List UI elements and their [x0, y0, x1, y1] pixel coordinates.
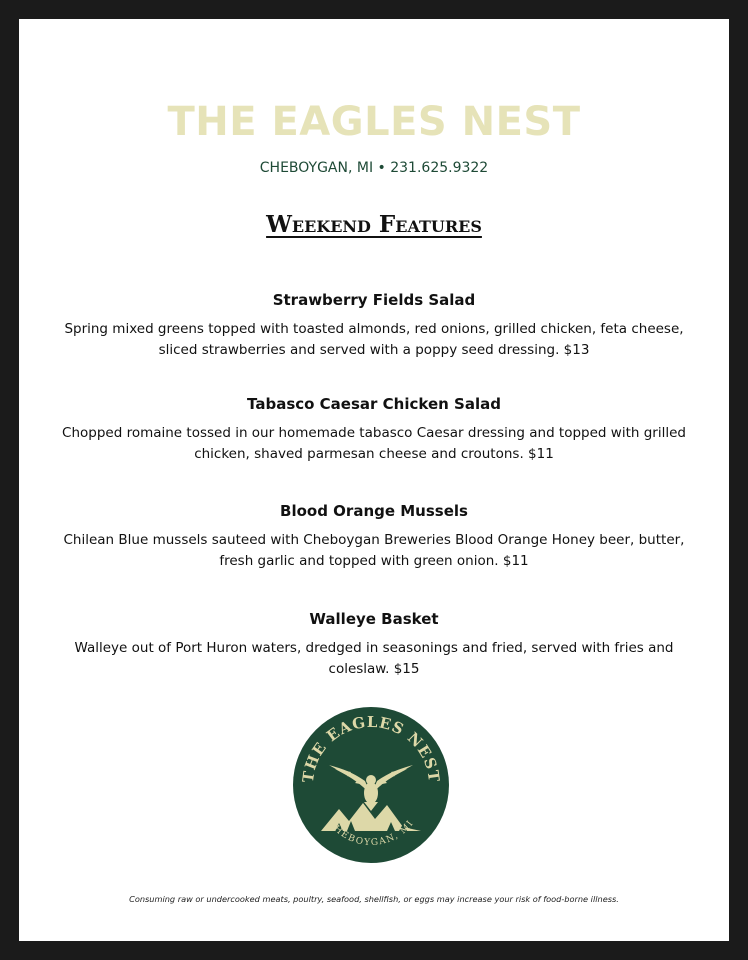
- logo-top-text: THE EAGLES NEST: [298, 712, 444, 784]
- menu-item: [59, 395, 689, 465]
- menu-item: [59, 502, 689, 572]
- eagles-nest-logo: [291, 705, 451, 865]
- menu-item-name: Walleye Basket: [309, 610, 439, 628]
- menu-item-description: Chilean Blue mussels sauteed with Cheboygan Breweries Blood Orange Honey beer, butter, fresh garlic and topped with green onion. $11: [63, 532, 685, 569]
- logo-bottom-text: CHEBOYGAN, MI: [325, 818, 417, 849]
- menu-item-name: Strawberry Fields Salad: [272, 291, 476, 309]
- menu-item-name: Tabasco Caesar Chicken Salad: [247, 395, 501, 413]
- section-title: [19, 211, 729, 238]
- restaurant-name: THE EAGLES NEST: [167, 99, 581, 145]
- menu-item-description: Spring mixed greens topped with toasted almonds, red onions, grilled chicken, feta cheese, sliced strawberries and served with a poppy seed dressing. $13: [64, 321, 684, 358]
- menu-item-description: Walleye out of Port Huron waters, dredged in seasonings and fried, served with fries and coleslaw. $15: [74, 640, 674, 677]
- menu-item: [59, 610, 689, 680]
- menu-item-description: Chopped romaine tossed in our homemade tabasco Caesar dressing and topped with grilled chicken, shaved parmesan cheese and croutons. $11: [62, 425, 686, 462]
- food-safety-disclaimer: Consuming raw or undercooked meats, poultry, seafood, shellfish, or eggs may increase your risk of food-borne illness.: [129, 894, 619, 904]
- section-title-text: Weekend Features: [266, 211, 482, 238]
- menu-item: [59, 291, 689, 361]
- menu-page: [19, 19, 729, 941]
- restaurant-contact: CHEBOYGAN, MI • 231.625.9322: [259, 160, 489, 176]
- menu-item-name: Blood Orange Mussels: [280, 502, 468, 520]
